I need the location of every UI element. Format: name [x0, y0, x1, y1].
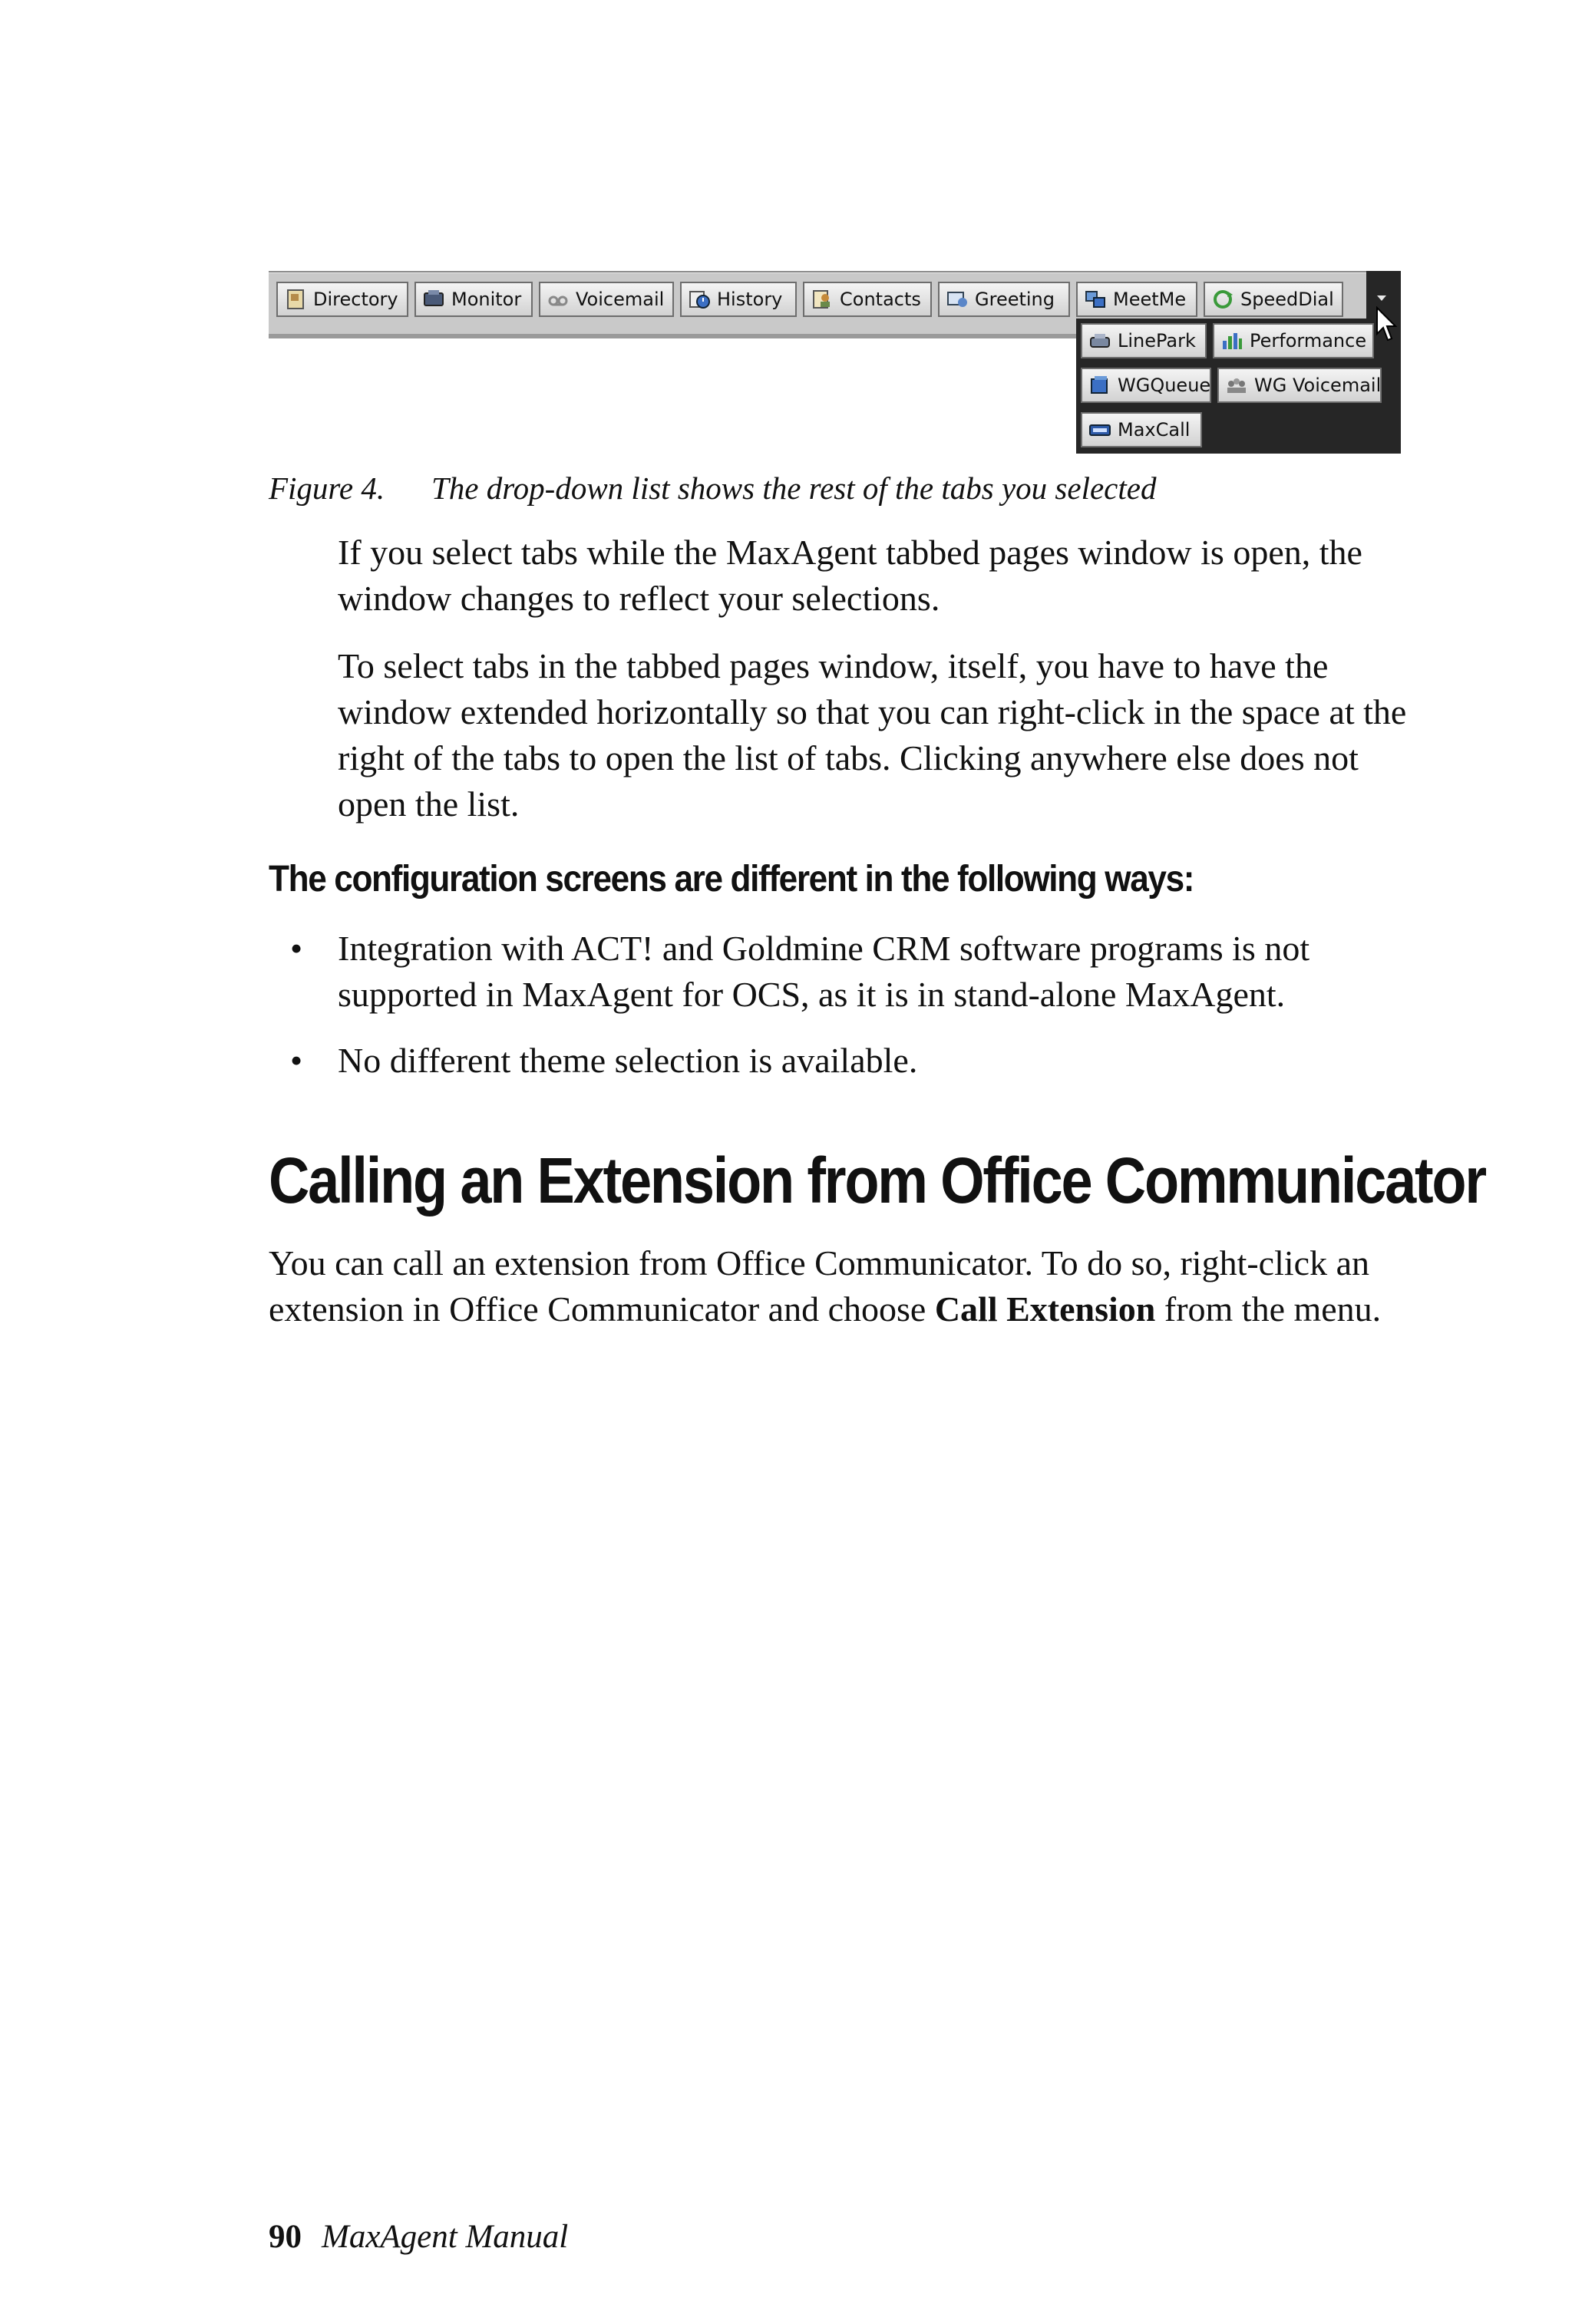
- tab-label: Contacts: [840, 289, 921, 310]
- list-item: [290, 926, 1418, 1018]
- tab-wgqueue[interactable]: [1081, 368, 1211, 403]
- monitor-icon: [422, 289, 445, 310]
- tab-history[interactable]: [680, 282, 797, 317]
- list-item-text: No different theme selection is available.: [338, 1041, 918, 1080]
- manual-title: MaxAgent Manual: [322, 2219, 569, 2255]
- tab-maxcall[interactable]: [1081, 412, 1202, 447]
- tab-wg-voicemail[interactable]: [1217, 368, 1382, 403]
- mouse-pointer-icon: [1376, 306, 1399, 346]
- tab-label: Directory: [313, 289, 398, 310]
- history-icon: [688, 289, 711, 310]
- tab-greeting[interactable]: [938, 282, 1070, 317]
- tab-label: WGQueue: [1118, 375, 1211, 396]
- contacts-icon: [811, 289, 834, 310]
- tab-speeddial[interactable]: [1204, 282, 1343, 317]
- list-item-text: Integration with ACT! and Goldmine CRM software programs is not supported in MaxAgent for OCS, as it is in stand-alone MaxAgent.: [338, 929, 1310, 1014]
- voicemail-icon: [547, 289, 570, 310]
- tab-voicemail[interactable]: [539, 282, 674, 317]
- bullet-glyph: •: [290, 929, 303, 968]
- page-number: 90: [269, 2219, 302, 2255]
- paragraph-tabs-open-window: If you select tabs while the MaxAgent tabbed pages window is open, the window changes to reflect your selections.: [338, 533, 1362, 618]
- tab-label: Voicemail: [576, 289, 665, 310]
- list-item: [290, 1038, 1418, 1084]
- tab-label: MaxCall: [1118, 419, 1191, 441]
- greeting-icon: [946, 289, 969, 310]
- tab-label: History: [717, 289, 783, 310]
- tab-label: Monitor: [451, 289, 522, 310]
- tab-linepark[interactable]: [1081, 323, 1207, 358]
- chevron-down-icon[interactable]: [1374, 292, 1389, 303]
- paragraph-text-start: You can call an extension from Office Communicator. To do so, right-click an extension in Office Communicator and choose: [269, 1243, 1369, 1329]
- tab-monitor[interactable]: [414, 282, 533, 317]
- wg-voicemail-icon: [1225, 375, 1248, 396]
- tab-label: SpeedDial: [1240, 289, 1334, 310]
- meetme-icon: [1084, 289, 1107, 310]
- wgqueue-icon: [1088, 375, 1111, 396]
- paragraph-call-extension: [269, 1240, 1405, 1332]
- directory-icon: [284, 289, 307, 310]
- tab-contacts[interactable]: [803, 282, 932, 317]
- tab-performance[interactable]: [1213, 323, 1374, 358]
- tab-label: Performance: [1250, 330, 1367, 352]
- linepark-icon: [1088, 330, 1111, 352]
- tab-label: WG Voicemail: [1254, 375, 1382, 396]
- paragraph-text-end: from the menu.: [1155, 1289, 1382, 1329]
- caption-text: The drop-down list shows the rest of the tabs you selected: [431, 470, 1157, 506]
- tab-meetme[interactable]: [1076, 282, 1197, 317]
- section-subheading: The configuration screens are different in the following ways:: [269, 859, 1194, 900]
- performance-icon: [1220, 330, 1243, 352]
- menu-command-call-extension: Call Extension: [934, 1289, 1156, 1329]
- tab-label: MeetMe: [1113, 289, 1187, 310]
- tab-label: LinePark: [1118, 330, 1196, 352]
- speeddial-icon: [1211, 289, 1234, 310]
- tab-label: Greeting: [975, 289, 1055, 310]
- paragraph-select-tabs: To select tabs in the tabbed pages window, itself, you have to have the window extended horizontally so that you can right-click in the space at the right of the tabs to open the list of tabs. Clicking anywhere else does not open the list.: [338, 646, 1407, 824]
- figure-caption: [269, 470, 1156, 507]
- differences-list: [290, 926, 1418, 1104]
- bullet-glyph: •: [290, 1041, 303, 1080]
- maxcall-icon: [1088, 419, 1111, 441]
- tab-directory[interactable]: [276, 282, 408, 317]
- caption-number: Figure 4.: [269, 470, 385, 506]
- tabs-figure: [269, 271, 1401, 454]
- section-heading: Calling an Extension from Office Communicator: [269, 1144, 1485, 1216]
- page-footer: [269, 2218, 568, 2256]
